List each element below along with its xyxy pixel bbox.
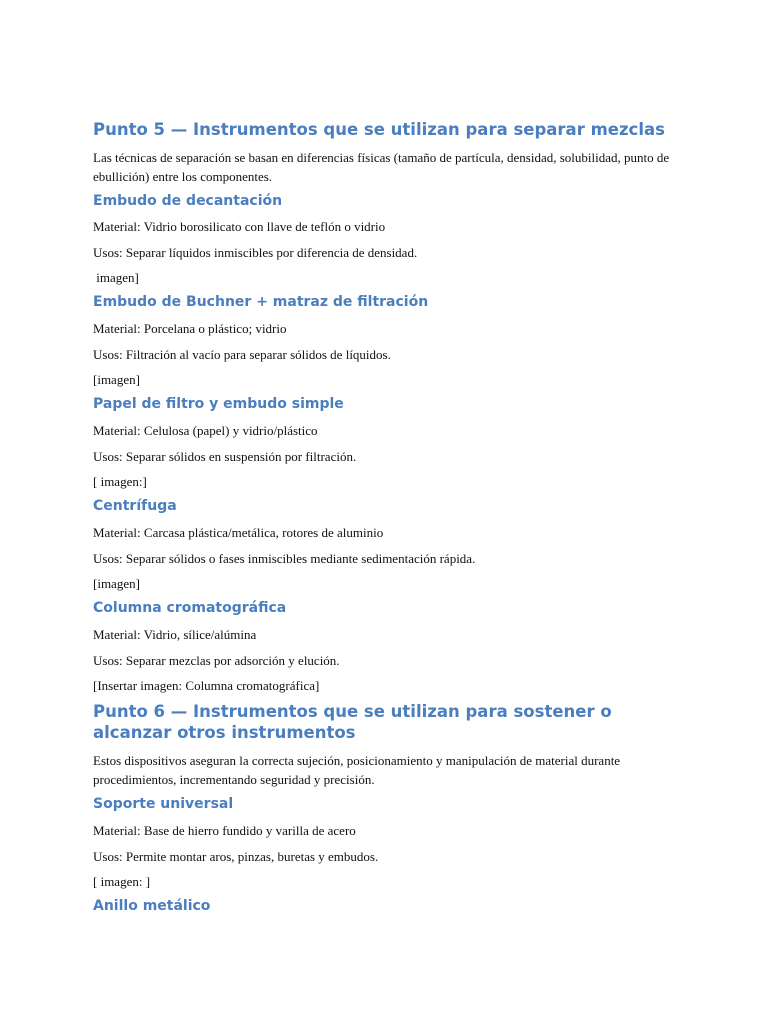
item-material: Material: Base de hierro fundido y varilla de acero [93, 823, 356, 838]
item-material: Material: Vidrio borosilicato con llave de teflón o vidrio [93, 219, 386, 234]
item-title-papel-filtro: Papel de filtro y embudo simple [93, 396, 344, 412]
item-usos: Usos: Separar mezclas por adsorción y elución. [93, 653, 340, 668]
image-placeholder: [Insertar imagen: Columna cromatográfica] [93, 678, 320, 693]
section-intro-punto-6: Estos dispositivos aseguran la correcta sujeción, posicionamiento y manipulación de material durante procedimientos, incrementando seguridad y precisión. [93, 753, 621, 787]
section-heading-punto-5: Punto 5 — Instrumentos que se utilizan para separar mezclas [93, 120, 665, 139]
item-usos: Usos: Separar sólidos en suspensión por filtración. [93, 449, 357, 464]
item-material: Material: Celulosa (papel) y vidrio/plástico [93, 423, 318, 438]
section-heading-line-2: alcanzar otros instrumentos [93, 723, 356, 742]
item-title-centrifuga: Centrífuga [93, 498, 177, 514]
image-placeholder: [imagen] [93, 576, 140, 591]
section-heading-punto-6 [93, 701, 678, 743]
item-title-soporte-universal: Soporte universal [93, 796, 234, 812]
item-title-embudo-buchner: Embudo de Buchner + matraz de filtración [93, 294, 429, 310]
item-title-embudo-decantacion: Embudo de decantación [93, 193, 283, 209]
item-title-columna-cromatografica: Columna cromatográfica [93, 600, 287, 616]
item-usos: Usos: Separar sólidos o fases inmiscibles mediante sedimentación rápida. [93, 551, 476, 566]
image-placeholder: [imagen] [93, 372, 140, 387]
item-material: Material: Vidrio, sílice/alúmina [93, 627, 257, 642]
image-placeholder: imagen] [93, 270, 139, 285]
item-usos: Usos: Separar líquidos inmiscibles por diferencia de densidad. [93, 245, 418, 260]
item-usos: Usos: Filtración al vacío para separar sólidos de líquidos. [93, 347, 391, 362]
item-material: Material: Porcelana o plástico; vidrio [93, 321, 287, 336]
item-usos: Usos: Permite montar aros, pinzas, buretas y embudos. [93, 849, 379, 864]
section-intro-punto-5: Las técnicas de separación se basan en diferencias físicas (tamaño de partícula, densidad, solubilidad, punto de ebullición) entre los componentes. [93, 150, 670, 184]
section-heading-line-1: Punto 6 — Instrumentos que se utilizan para sostener o [93, 702, 612, 721]
image-placeholder: [ imagen: ] [93, 874, 151, 889]
item-material: Material: Carcasa plástica/metálica, rotores de aluminio [93, 525, 384, 540]
item-title-anillo-metalico: Anillo metálico [93, 898, 211, 914]
image-placeholder: [ imagen:] [93, 474, 147, 489]
